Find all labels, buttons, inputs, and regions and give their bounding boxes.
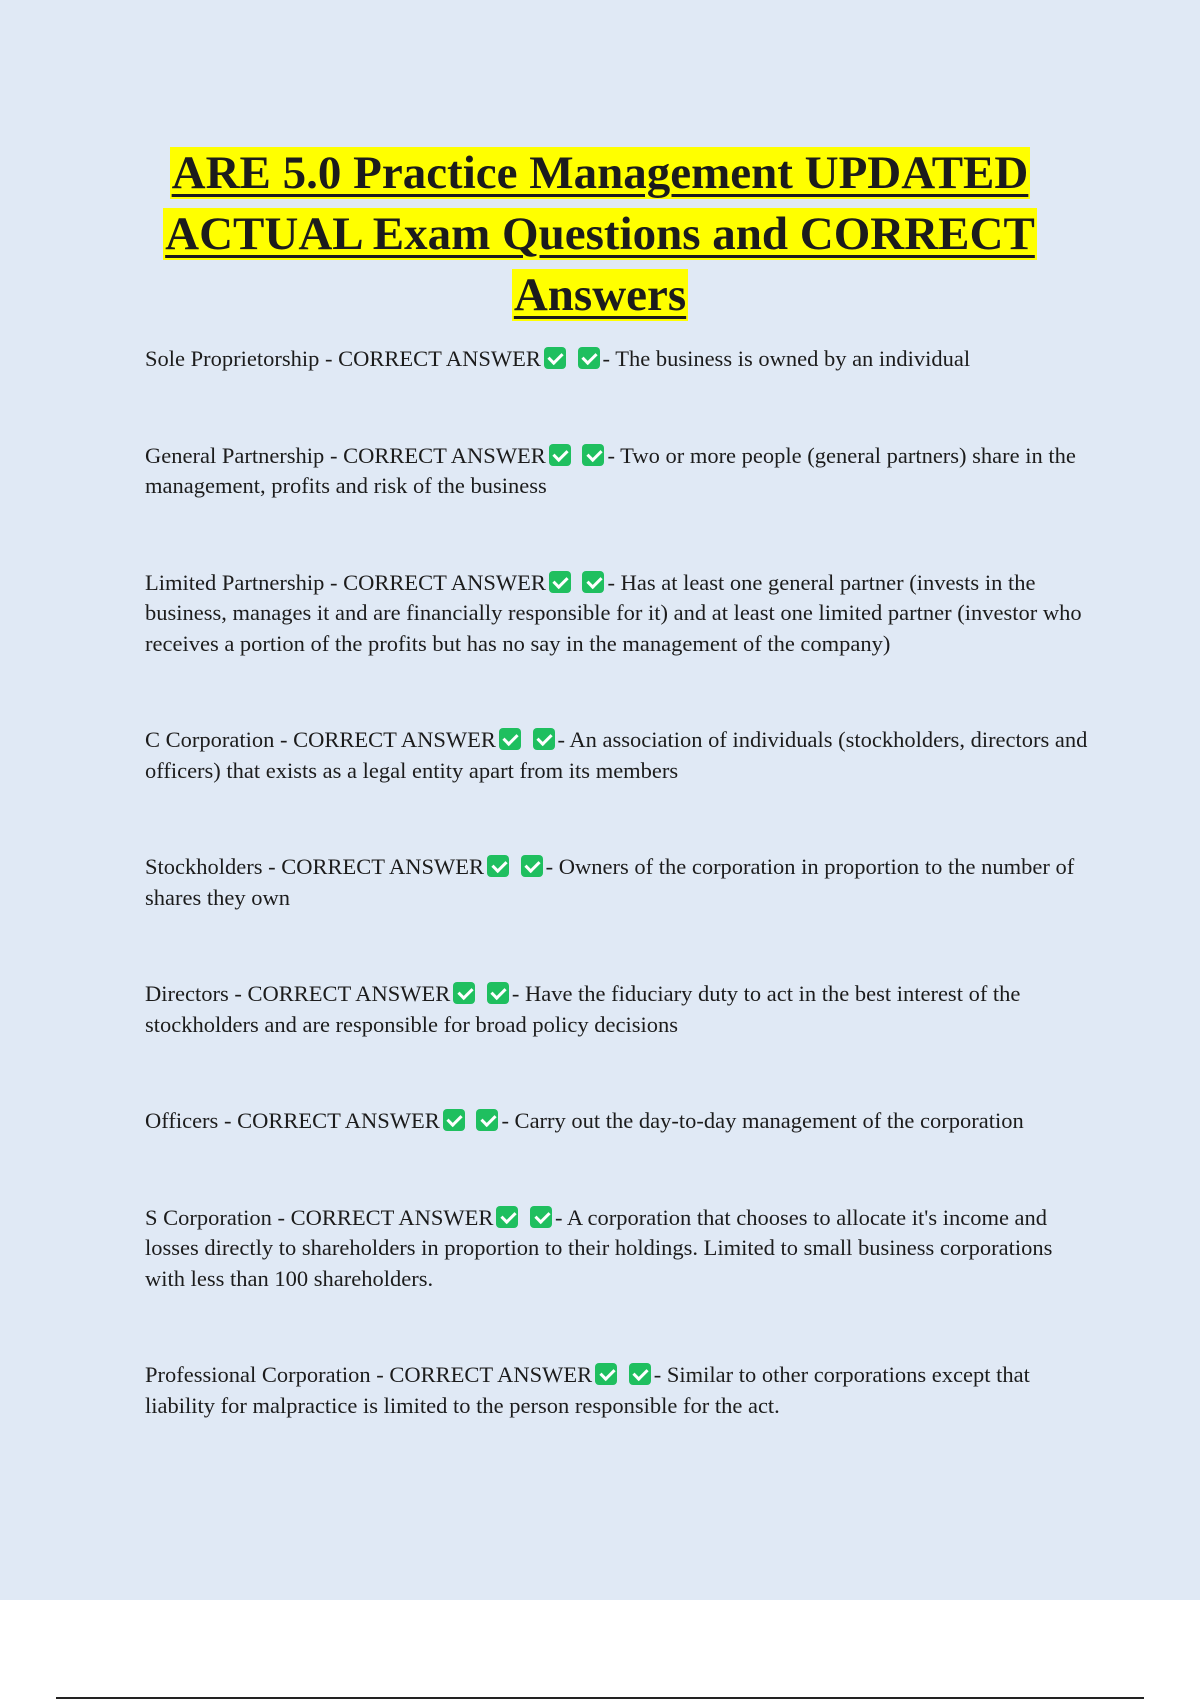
entry-marker: CORRECT ANSWER [281,854,484,879]
title-line-1: ARE 5.0 Practice Management UPDATED [171,147,1029,199]
qa-entry [145,1106,1095,1137]
check-mark-icon [487,982,509,1004]
entry-marker: CORRECT ANSWER [247,981,451,1006]
entry-separator: - [274,727,294,752]
entry-marker: CORRECT ANSWER [237,1108,440,1133]
entry-definition: - Carry out the day-to-day management of the corporation [501,1108,1024,1133]
check-mark-icon [487,855,509,877]
check-mark-icon [476,1109,498,1131]
document-title [100,143,1100,326]
entry-separator: - [324,569,344,595]
entry-definition: - Have the fiduciary duty to act in the best interest of the stockholders and are responsible for broad policy decisions [145,981,1021,1037]
entry-term: Sole Proprietorship [145,346,320,371]
entry-term: Professional Corporation [145,1362,371,1387]
entry-term: S Corporation [145,1204,272,1230]
entry-separator: - [271,1204,291,1230]
entry-term: Limited Partnership [145,569,325,595]
qa-entry [145,725,1095,786]
check-mark-icon [582,571,604,593]
check-mark-icon [549,444,571,466]
qa-entry [145,1360,1095,1421]
qa-entry [145,344,1095,375]
check-mark-icon [496,1206,518,1228]
entry-definition: - Owners of the corporation in proportion to the number of shares they own [145,854,1075,910]
check-mark-icon [578,347,600,369]
entry-marker: CORRECT ANSWER [389,1362,593,1387]
check-mark-icon [629,1363,651,1385]
entry-definition: - The business is owned by an individual [602,346,971,371]
entry-marker: CORRECT ANSWER [293,727,496,752]
entry-separator: - [319,346,339,371]
entry-separator: - [262,854,282,879]
qa-entry [145,1203,1095,1295]
check-mark-icon [443,1109,465,1131]
entry-marker: CORRECT ANSWER [290,1204,494,1230]
entry-marker: CORRECT ANSWER [338,346,541,371]
entry-term: Directors [145,981,229,1006]
entry-separator: - [218,1108,238,1133]
entry-definition: - Similar to other corporations except that liability for malpractice is limited to the person responsible for the act. [145,1362,1030,1418]
qa-entry [145,568,1095,660]
check-mark-icon [595,1363,617,1385]
check-mark-icon [582,444,604,466]
entry-definition: - Two or more people (general partners) share in the management, profits and risk of the business [145,442,1076,498]
qa-entry [145,852,1095,913]
check-mark-icon [533,728,555,750]
qa-entry [145,441,1095,502]
entry-term: C Corporation [145,727,275,752]
entry-separator: - [324,442,344,468]
entry-term: General Partnership [145,442,325,468]
entry-marker: CORRECT ANSWER [343,569,546,595]
qa-entries-list [145,344,1095,1421]
check-mark-icon [453,982,475,1004]
entry-term: Stockholders [145,854,263,879]
check-mark-icon [521,855,543,877]
title-line-2: ACTUAL Exam Questions and CORRECT [165,208,1035,260]
entry-separator: - [370,1362,390,1387]
entry-separator: - [228,981,248,1006]
qa-entry [145,979,1095,1040]
entry-definition: - An association of individuals (stockholders, directors and officers) that exists as a legal entity apart from its members [145,727,1088,783]
check-mark-icon [499,728,521,750]
entry-definition: - Has at least one general partner (invests in the business, manages it and are financially responsible for it) and at least one limited partner (investor who receives a portion of the profits but has no say in the management of the company) [145,569,1082,656]
check-mark-icon [544,347,566,369]
entry-definition: - A corporation that chooses to allocate it's income and losses directly to shareholders in proportion to their holdings. Limited to small business corporations with less than 100 shareholders. [145,1204,1053,1291]
entry-term: Officers [145,1108,219,1133]
check-mark-icon [549,571,571,593]
check-mark-icon [530,1206,552,1228]
footer-divider [56,1697,1144,1699]
title-line-3: Answers [513,269,687,321]
entry-marker: CORRECT ANSWER [343,442,546,468]
